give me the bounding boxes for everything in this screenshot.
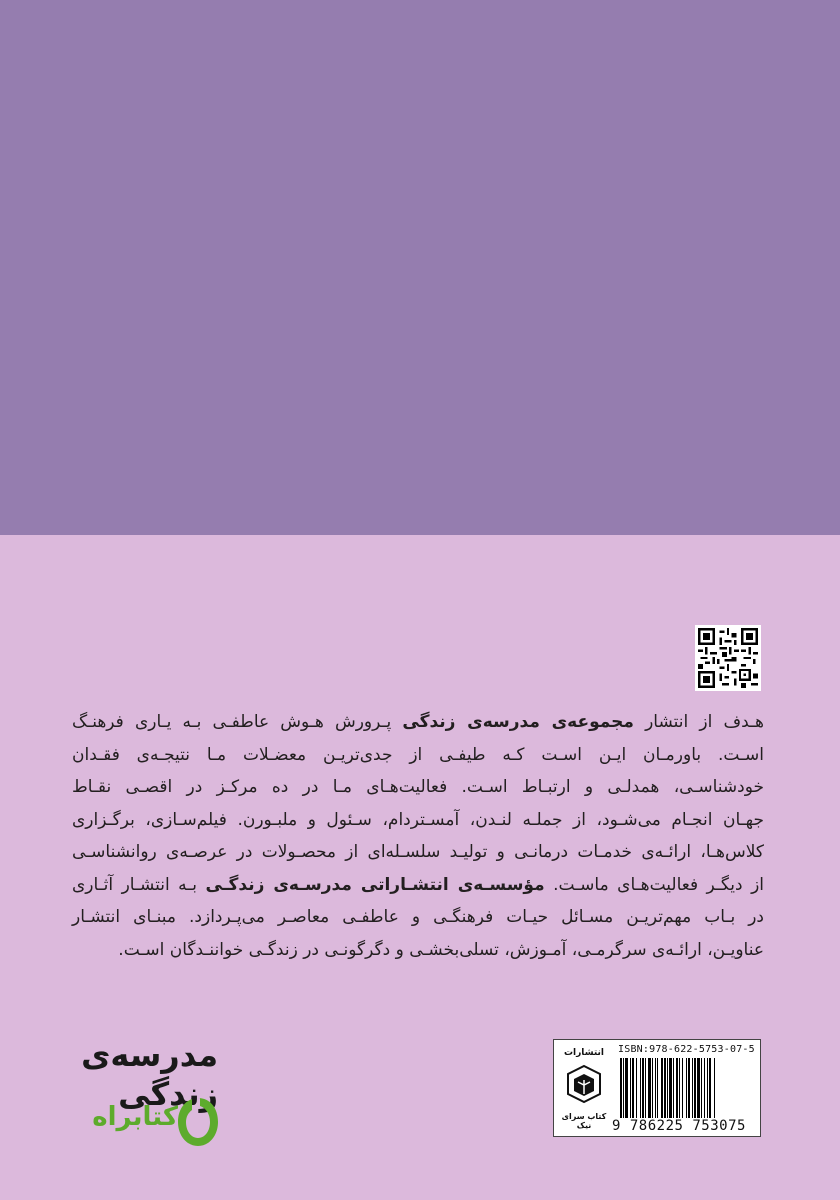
back-cover-blurb	[72, 706, 764, 966]
publisher-logo-bottom-text: کتاب سرای نیک	[561, 1112, 607, 1130]
cover-top-band	[0, 0, 840, 535]
blurb-line: هـدف از انتشار مجموعه‌ی مدرسه‌ی زندگی پـرورش هـوش عاطفـی بـه یـاری فرهنـگ	[72, 712, 764, 732]
ketabrah-logo-icon	[176, 1094, 220, 1148]
blurb-bold-series: مجموعه‌ی مدرسه‌ی زندگی	[402, 712, 634, 732]
publisher-book-logo-icon	[566, 1064, 602, 1104]
publisher-logo	[558, 1046, 610, 1132]
isbn-barcode-box	[553, 1039, 761, 1137]
blurb-line: جهـان انجـام می‌شـود، از جملـه لنـدن، آمسـتردام، سـئول و ملبـورن. فیلم‌سـازی، برگـزاری	[72, 809, 764, 830]
blurb-line: اسـت. باورمـان ایـن اسـت کـه طیفـی از جدی‌تریـن معضـلات مـا نتیجـه‌ی فقـدان	[72, 744, 764, 765]
logo-line-1: مدرسه‌ی	[81, 1036, 218, 1074]
blurb-line: از دیگـر فعالیت‌هـای ماسـت. مؤسسـه‌ی انتشـاراتی مدرسـه‌ی زندگـی بـه انتشـار آثـاری	[72, 874, 764, 895]
blurb-bold-publisher: مؤسسـه‌ی انتشـاراتی مدرسـه‌ی زندگـی	[205, 874, 545, 895]
blurb-line: عناویـن، ارائـه‌ی سرگرمـی، آمـوزش، تسلی‌بخشـی و دگرگونـی در زندگـی خواننـدگان اسـت.	[118, 939, 764, 960]
blurb-line: کلاس‌هـا، ارائـه‌ی خدمـات درمانـی و تولیـد سلسـله‌ای از محصـولات در عرصـه‌ی روانشناسـی	[72, 842, 764, 862]
barcode-digits: 9 786225 753075	[612, 1118, 746, 1134]
isbn-label: ISBN:978-622-5753-07-5	[618, 1044, 755, 1055]
publisher-logo-top-text: انتشارات	[564, 1048, 604, 1058]
barcode-bars	[620, 1058, 756, 1118]
watermark-text: کتابراه	[92, 1102, 178, 1132]
qr-code-icon	[698, 628, 758, 688]
blurb-line: خودشناسـی، همدلـی و ارتبـاط اسـت. فعالیت‌هـای مـا در ده مرکـز در اقصـی نقـاط	[72, 777, 764, 797]
qr-code[interactable]	[695, 625, 761, 691]
logo-line-2: زندگی	[118, 1075, 218, 1113]
blurb-line: در بـاب مهم‌تریـن مسـائل حیـات فرهنگـی و عاطفـی معاصـر می‌پـردازد. مبنـای انتشـار	[72, 907, 764, 927]
ketabrah-watermark	[40, 1090, 220, 1160]
